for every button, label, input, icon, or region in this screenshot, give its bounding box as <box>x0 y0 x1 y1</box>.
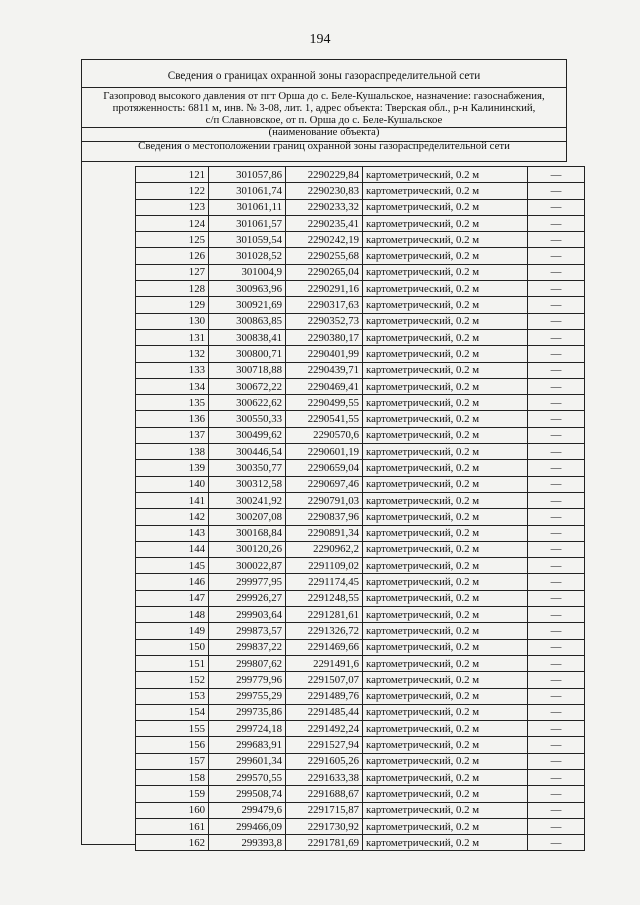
y-coordinate-cell: 2290233,32 <box>286 199 363 215</box>
point-number-cell: 121 <box>136 167 209 183</box>
y-coordinate-cell: 2291730,92 <box>286 818 363 834</box>
point-number-cell: 160 <box>136 802 209 818</box>
table-row <box>136 444 585 460</box>
method-cell: картометрический, 0.2 м <box>363 427 528 443</box>
description-cell: — <box>528 346 585 362</box>
point-number-cell: 126 <box>136 248 209 264</box>
table-row <box>136 639 585 655</box>
table-row <box>136 476 585 492</box>
description-cell: — <box>528 574 585 590</box>
y-coordinate-cell: 2290255,68 <box>286 248 363 264</box>
x-coordinate-cell: 299837,22 <box>209 639 286 655</box>
x-coordinate-cell: 299393,8 <box>209 835 286 851</box>
description-cell: — <box>528 818 585 834</box>
description-cell: — <box>528 802 585 818</box>
x-coordinate-cell: 300446,54 <box>209 444 286 460</box>
table-row <box>136 460 585 476</box>
point-number-cell: 124 <box>136 215 209 231</box>
table-row <box>136 835 585 851</box>
y-coordinate-cell: 2290570,6 <box>286 427 363 443</box>
table-row <box>136 509 585 525</box>
header-divider <box>82 87 566 88</box>
point-number-cell: 148 <box>136 607 209 623</box>
table-row <box>136 215 585 231</box>
table-row <box>136 590 585 606</box>
x-coordinate-cell: 299570,55 <box>209 769 286 785</box>
point-number-cell: 143 <box>136 525 209 541</box>
point-number-cell: 131 <box>136 329 209 345</box>
y-coordinate-cell: 2291489,76 <box>286 688 363 704</box>
table-row <box>136 753 585 769</box>
method-cell: картометрический, 0.2 м <box>363 672 528 688</box>
table-row <box>136 199 585 215</box>
point-number-cell: 154 <box>136 704 209 720</box>
y-coordinate-cell: 2291605,26 <box>286 753 363 769</box>
description-cell: — <box>528 672 585 688</box>
method-cell: картометрический, 0.2 м <box>363 460 528 476</box>
description-cell: — <box>528 444 585 460</box>
x-coordinate-cell: 299903,64 <box>209 607 286 623</box>
table-row <box>136 737 585 753</box>
method-cell: картометрический, 0.2 м <box>363 492 528 508</box>
x-coordinate-cell: 299508,74 <box>209 786 286 802</box>
x-coordinate-cell: 301061,57 <box>209 215 286 231</box>
method-cell: картометрический, 0.2 м <box>363 281 528 297</box>
method-cell: картометрический, 0.2 м <box>363 476 528 492</box>
point-number-cell: 152 <box>136 672 209 688</box>
table-row <box>136 167 585 183</box>
description-cell: — <box>528 753 585 769</box>
table-row <box>136 395 585 411</box>
x-coordinate-cell: 300550,33 <box>209 411 286 427</box>
method-cell: картометрический, 0.2 м <box>363 786 528 802</box>
point-number-cell: 142 <box>136 509 209 525</box>
x-coordinate-cell: 300921,69 <box>209 297 286 313</box>
object-line-2: протяженность: 6811 м, инв. № 3-08, лит. 1, адрес объекта: Тверская обл., р-н Калининский, <box>112 102 536 114</box>
point-number-cell: 141 <box>136 492 209 508</box>
table-row <box>136 818 585 834</box>
y-coordinate-cell: 2291491,6 <box>286 655 363 671</box>
point-number-cell: 150 <box>136 639 209 655</box>
table-row <box>136 492 585 508</box>
x-coordinate-cell: 300241,92 <box>209 492 286 508</box>
point-number-cell: 158 <box>136 769 209 785</box>
x-coordinate-cell: 299735,86 <box>209 704 286 720</box>
point-number-cell: 134 <box>136 378 209 394</box>
table-row <box>136 264 585 280</box>
table-row <box>136 672 585 688</box>
object-caption: (наименование объекта) <box>268 126 380 138</box>
method-cell: картометрический, 0.2 м <box>363 444 528 460</box>
description-cell: — <box>528 558 585 574</box>
x-coordinate-cell: 300120,26 <box>209 541 286 557</box>
x-coordinate-cell: 300863,85 <box>209 313 286 329</box>
x-coordinate-cell: 301061,11 <box>209 199 286 215</box>
x-coordinate-cell: 301028,52 <box>209 248 286 264</box>
y-coordinate-cell: 2290291,16 <box>286 281 363 297</box>
table-row <box>136 558 585 574</box>
coordinates-table-body <box>136 167 585 851</box>
x-coordinate-cell: 301059,54 <box>209 232 286 248</box>
description-cell: — <box>528 639 585 655</box>
method-cell: картометрический, 0.2 м <box>363 623 528 639</box>
table-row <box>136 541 585 557</box>
y-coordinate-cell: 2290230,83 <box>286 183 363 199</box>
table-row <box>136 281 585 297</box>
description-cell: — <box>528 329 585 345</box>
table-left-margin <box>81 162 135 845</box>
method-cell: картометрический, 0.2 м <box>363 558 528 574</box>
description-cell: — <box>528 737 585 753</box>
section-title: Сведения о границах охранной зоны газораспределительной сети <box>167 70 481 82</box>
y-coordinate-cell: 2290499,55 <box>286 395 363 411</box>
y-coordinate-cell: 2290235,41 <box>286 215 363 231</box>
y-coordinate-cell: 2290439,71 <box>286 362 363 378</box>
table-row <box>136 721 585 737</box>
y-coordinate-cell: 2291281,61 <box>286 607 363 623</box>
x-coordinate-cell: 299724,18 <box>209 721 286 737</box>
description-cell: — <box>528 688 585 704</box>
y-coordinate-cell: 2291469,66 <box>286 639 363 655</box>
y-coordinate-cell: 2291781,69 <box>286 835 363 851</box>
description-cell: — <box>528 835 585 851</box>
method-cell: картометрический, 0.2 м <box>363 802 528 818</box>
method-cell: картометрический, 0.2 м <box>363 721 528 737</box>
point-number-cell: 137 <box>136 427 209 443</box>
table-row <box>136 688 585 704</box>
y-coordinate-cell: 2290469,41 <box>286 378 363 394</box>
x-coordinate-cell: 300168,84 <box>209 525 286 541</box>
table-row <box>136 411 585 427</box>
method-cell: картометрический, 0.2 м <box>363 167 528 183</box>
description-cell: — <box>528 264 585 280</box>
method-cell: картометрический, 0.2 м <box>363 639 528 655</box>
description-cell: — <box>528 281 585 297</box>
x-coordinate-cell: 299779,96 <box>209 672 286 688</box>
y-coordinate-cell: 2291527,94 <box>286 737 363 753</box>
x-coordinate-cell: 301061,74 <box>209 183 286 199</box>
method-cell: картометрический, 0.2 м <box>363 704 528 720</box>
description-cell: — <box>528 460 585 476</box>
y-coordinate-cell: 2290352,73 <box>286 313 363 329</box>
point-number-cell: 132 <box>136 346 209 362</box>
x-coordinate-cell: 300718,88 <box>209 362 286 378</box>
point-number-cell: 130 <box>136 313 209 329</box>
y-coordinate-cell: 2290601,19 <box>286 444 363 460</box>
page-number: 194 <box>309 32 331 47</box>
description-cell: — <box>528 769 585 785</box>
method-cell: картометрический, 0.2 м <box>363 818 528 834</box>
method-cell: картометрический, 0.2 м <box>363 835 528 851</box>
y-coordinate-cell: 2291174,45 <box>286 574 363 590</box>
table-row <box>136 802 585 818</box>
method-cell: картометрический, 0.2 м <box>363 199 528 215</box>
method-cell: картометрический, 0.2 м <box>363 346 528 362</box>
method-cell: картометрический, 0.2 м <box>363 607 528 623</box>
point-number-cell: 129 <box>136 297 209 313</box>
y-coordinate-cell: 2290317,63 <box>286 297 363 313</box>
method-cell: картометрический, 0.2 м <box>363 248 528 264</box>
y-coordinate-cell: 2291715,87 <box>286 802 363 818</box>
x-coordinate-cell: 299926,27 <box>209 590 286 606</box>
y-coordinate-cell: 2290837,96 <box>286 509 363 525</box>
table-row <box>136 183 585 199</box>
y-coordinate-cell: 2290401,99 <box>286 346 363 362</box>
method-cell: картометрический, 0.2 м <box>363 769 528 785</box>
x-coordinate-cell: 300022,87 <box>209 558 286 574</box>
point-number-cell: 135 <box>136 395 209 411</box>
method-cell: картометрический, 0.2 м <box>363 313 528 329</box>
y-coordinate-cell: 2291688,67 <box>286 786 363 802</box>
table-row <box>136 525 585 541</box>
x-coordinate-cell: 300312,58 <box>209 476 286 492</box>
x-coordinate-cell: 299873,57 <box>209 623 286 639</box>
description-cell: — <box>528 721 585 737</box>
object-description <box>88 90 560 126</box>
description-cell: — <box>528 525 585 541</box>
description-cell: — <box>528 786 585 802</box>
method-cell: картометрический, 0.2 м <box>363 737 528 753</box>
x-coordinate-cell: 300672,22 <box>209 378 286 394</box>
table-row <box>136 346 585 362</box>
method-cell: картометрический, 0.2 м <box>363 574 528 590</box>
table-row <box>136 313 585 329</box>
x-coordinate-cell: 299466,09 <box>209 818 286 834</box>
x-coordinate-cell: 300800,71 <box>209 346 286 362</box>
point-number-cell: 127 <box>136 264 209 280</box>
point-number-cell: 162 <box>136 835 209 851</box>
description-cell: — <box>528 297 585 313</box>
y-coordinate-cell: 2290229,84 <box>286 167 363 183</box>
y-coordinate-cell: 2290962,2 <box>286 541 363 557</box>
method-cell: картометрический, 0.2 м <box>363 590 528 606</box>
description-cell: — <box>528 183 585 199</box>
method-cell: картометрический, 0.2 м <box>363 264 528 280</box>
description-cell: — <box>528 362 585 378</box>
y-coordinate-cell: 2290242,19 <box>286 232 363 248</box>
table-row <box>136 248 585 264</box>
table-row <box>136 769 585 785</box>
table-row <box>136 362 585 378</box>
description-cell: — <box>528 167 585 183</box>
y-coordinate-cell: 2291507,07 <box>286 672 363 688</box>
point-number-cell: 145 <box>136 558 209 574</box>
point-number-cell: 156 <box>136 737 209 753</box>
method-cell: картометрический, 0.2 м <box>363 509 528 525</box>
x-coordinate-cell: 300350,77 <box>209 460 286 476</box>
method-cell: картометрический, 0.2 м <box>363 541 528 557</box>
x-coordinate-cell: 300499,62 <box>209 427 286 443</box>
description-cell: — <box>528 476 585 492</box>
x-coordinate-cell: 300622,62 <box>209 395 286 411</box>
y-coordinate-cell: 2291248,55 <box>286 590 363 606</box>
table-row <box>136 623 585 639</box>
table-row <box>136 427 585 443</box>
x-coordinate-cell: 300838,41 <box>209 329 286 345</box>
method-cell: картометрический, 0.2 м <box>363 297 528 313</box>
point-number-cell: 140 <box>136 476 209 492</box>
y-coordinate-cell: 2291109,02 <box>286 558 363 574</box>
table-row <box>136 297 585 313</box>
table-row <box>136 704 585 720</box>
y-coordinate-cell: 2290891,34 <box>286 525 363 541</box>
y-coordinate-cell: 2290697,46 <box>286 476 363 492</box>
object-line-3: с/п Славновское, от п. Орша до с. Беле-Кушальское <box>205 114 443 126</box>
y-coordinate-cell: 2290791,03 <box>286 492 363 508</box>
x-coordinate-cell: 301004,9 <box>209 264 286 280</box>
y-coordinate-cell: 2291633,38 <box>286 769 363 785</box>
y-coordinate-cell: 2290659,04 <box>286 460 363 476</box>
point-number-cell: 123 <box>136 199 209 215</box>
point-number-cell: 157 <box>136 753 209 769</box>
table-row <box>136 378 585 394</box>
description-cell: — <box>528 541 585 557</box>
x-coordinate-cell: 300207,08 <box>209 509 286 525</box>
description-cell: — <box>528 607 585 623</box>
description-cell: — <box>528 232 585 248</box>
point-number-cell: 151 <box>136 655 209 671</box>
table-row <box>136 329 585 345</box>
description-cell: — <box>528 378 585 394</box>
coordinates-table <box>135 166 585 851</box>
point-number-cell: 136 <box>136 411 209 427</box>
y-coordinate-cell: 2291326,72 <box>286 623 363 639</box>
y-coordinate-cell: 2291492,24 <box>286 721 363 737</box>
method-cell: картометрический, 0.2 м <box>363 232 528 248</box>
description-cell: — <box>528 199 585 215</box>
method-cell: картометрический, 0.2 м <box>363 329 528 345</box>
point-number-cell: 138 <box>136 444 209 460</box>
point-number-cell: 122 <box>136 183 209 199</box>
description-cell: — <box>528 492 585 508</box>
point-number-cell: 146 <box>136 574 209 590</box>
method-cell: картометрический, 0.2 м <box>363 525 528 541</box>
method-cell: картометрический, 0.2 м <box>363 183 528 199</box>
y-coordinate-cell: 2290541,55 <box>286 411 363 427</box>
description-cell: — <box>528 215 585 231</box>
description-cell: — <box>528 313 585 329</box>
description-cell: — <box>528 623 585 639</box>
point-number-cell: 159 <box>136 786 209 802</box>
description-cell: — <box>528 395 585 411</box>
table-row <box>136 574 585 590</box>
description-cell: — <box>528 590 585 606</box>
x-coordinate-cell: 299807,62 <box>209 655 286 671</box>
description-cell: — <box>528 704 585 720</box>
table-row <box>136 655 585 671</box>
x-coordinate-cell: 299755,29 <box>209 688 286 704</box>
point-number-cell: 133 <box>136 362 209 378</box>
point-number-cell: 144 <box>136 541 209 557</box>
method-cell: картометрический, 0.2 м <box>363 411 528 427</box>
y-coordinate-cell: 2291485,44 <box>286 704 363 720</box>
point-number-cell: 161 <box>136 818 209 834</box>
table-row <box>136 232 585 248</box>
point-number-cell: 153 <box>136 688 209 704</box>
point-number-cell: 139 <box>136 460 209 476</box>
y-coordinate-cell: 2290265,04 <box>286 264 363 280</box>
y-coordinate-cell: 2290380,17 <box>286 329 363 345</box>
description-cell: — <box>528 427 585 443</box>
header-box <box>81 59 567 162</box>
x-coordinate-cell: 299601,34 <box>209 753 286 769</box>
method-cell: картометрический, 0.2 м <box>363 378 528 394</box>
x-coordinate-cell: 299479,6 <box>209 802 286 818</box>
point-number-cell: 125 <box>136 232 209 248</box>
description-cell: — <box>528 248 585 264</box>
x-coordinate-cell: 299977,95 <box>209 574 286 590</box>
point-number-cell: 149 <box>136 623 209 639</box>
x-coordinate-cell: 299683,91 <box>209 737 286 753</box>
table-row <box>136 607 585 623</box>
point-number-cell: 128 <box>136 281 209 297</box>
method-cell: картометрический, 0.2 м <box>363 362 528 378</box>
location-title: Сведения о местоположении границ охранной зоны газораспределительной сети <box>138 140 510 152</box>
description-cell: — <box>528 411 585 427</box>
method-cell: картометрический, 0.2 м <box>363 655 528 671</box>
point-number-cell: 147 <box>136 590 209 606</box>
method-cell: картометрический, 0.2 м <box>363 395 528 411</box>
description-cell: — <box>528 655 585 671</box>
x-coordinate-cell: 301057,86 <box>209 167 286 183</box>
method-cell: картометрический, 0.2 м <box>363 688 528 704</box>
table-row <box>136 786 585 802</box>
method-cell: картометрический, 0.2 м <box>363 753 528 769</box>
method-cell: картометрический, 0.2 м <box>363 215 528 231</box>
point-number-cell: 155 <box>136 721 209 737</box>
description-cell: — <box>528 509 585 525</box>
object-line-1: Газопровод высокого давления от пгт Орша до с. Беле-Кушальское, назначение: газоснабжения, <box>103 90 545 102</box>
x-coordinate-cell: 300963,96 <box>209 281 286 297</box>
